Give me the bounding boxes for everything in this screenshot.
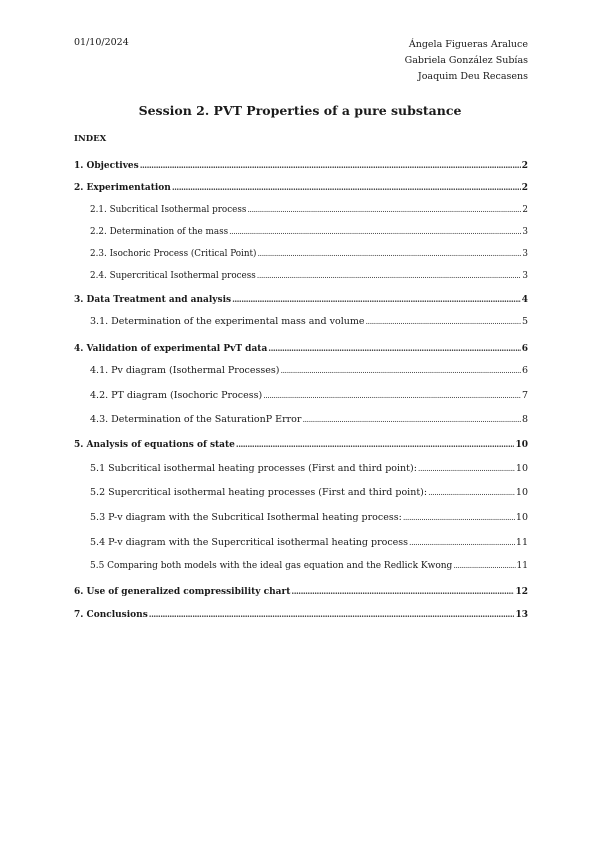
toc-entry-title: 2.2. Determination of the mass xyxy=(90,227,229,237)
toc-entry-4-2[interactable] xyxy=(90,390,528,401)
author-name: Gabriela González Subías xyxy=(404,55,528,66)
toc-entry-2-3[interactable] xyxy=(90,249,528,259)
toc-entry-page: 2 xyxy=(521,161,528,171)
toc-leader-dots xyxy=(291,586,514,596)
header-authors xyxy=(405,37,528,85)
toc-entry-page: 3 xyxy=(522,249,528,259)
toc-entry-validation[interactable] xyxy=(74,343,528,354)
toc-entry-page: 11 xyxy=(515,537,528,548)
toc-entry-5-2[interactable] xyxy=(90,487,528,498)
toc-leader-dots xyxy=(409,538,515,547)
toc-entry-page: 11 xyxy=(516,561,528,571)
toc-entry-2-4[interactable] xyxy=(90,271,528,281)
toc-leader-dots xyxy=(263,391,521,400)
toc-entry-title: 5.1 Subcritical isothermal heating processes (First and third point): xyxy=(90,463,417,474)
toc-entry-title: 4. Validation of experimental PvT data xyxy=(74,344,268,354)
toc-entry-page: 10 xyxy=(515,463,528,474)
toc-entry-page: 2 xyxy=(521,183,528,193)
header-date: 01/10/2024 xyxy=(74,37,129,48)
toc-leader-dots xyxy=(268,343,520,353)
toc-entry-title: 6. Use of generalized compressibility chart xyxy=(74,587,291,597)
toc-entry-experimentation[interactable] xyxy=(74,182,528,193)
toc-entry-title: 5.2 Supercritical isothermal heating processes (First and third point): xyxy=(90,487,428,498)
toc-leader-dots xyxy=(140,160,521,170)
toc-leader-dots xyxy=(302,415,521,424)
toc-leader-dots xyxy=(257,271,522,280)
toc-entry-title: 4.2. PT diagram (Isochoric Process) xyxy=(90,390,263,401)
toc-leader-dots xyxy=(232,294,521,304)
toc-entry-data-treatment[interactable] xyxy=(74,294,528,305)
toc-entry-page: 3 xyxy=(522,271,528,281)
toc-entry-page: 10 xyxy=(515,440,528,450)
toc-entry-objectives[interactable] xyxy=(74,160,528,171)
toc-entry-page: 5 xyxy=(521,316,528,327)
toc-entry-page: 6 xyxy=(521,344,528,354)
document-title: Session 2. PVT Properties of a pure substance xyxy=(138,103,462,118)
toc-entry-page: 7 xyxy=(521,390,528,401)
toc-entry-page: 10 xyxy=(515,487,528,498)
toc-entry-page: 6 xyxy=(521,365,528,376)
toc-entry-4-1[interactable] xyxy=(90,365,528,376)
toc-entry-4-3[interactable] xyxy=(90,414,528,425)
toc-entry-title: 3. Data Treatment and analysis xyxy=(74,295,232,305)
toc-entry-title: 2.3. Isochoric Process (Critical Point) xyxy=(90,249,257,259)
toc-entry-5-1[interactable] xyxy=(90,463,528,474)
toc-entry-page: 2 xyxy=(522,205,528,215)
toc-entry-title: 2.4. Supercritical Isothermal process xyxy=(90,271,256,281)
toc-entry-page: 10 xyxy=(515,512,528,523)
toc-entry-title: 4.3. Determination of the SaturationP Error xyxy=(90,414,302,425)
toc-leader-dots xyxy=(280,366,520,375)
toc-entry-5-3[interactable] xyxy=(90,512,528,523)
author-name: Joaquim Deu Recasens xyxy=(417,71,528,82)
toc-entry-title: 7. Conclusions xyxy=(74,610,148,620)
toc-entry-equations-of-state[interactable] xyxy=(74,439,528,450)
toc-leader-dots xyxy=(149,609,515,619)
toc-leader-dots xyxy=(247,205,521,214)
toc-entry-title: 5.5 Comparing both models with the ideal gas equation and the Redlick Kwong xyxy=(90,561,453,571)
toc-leader-dots xyxy=(453,561,515,570)
toc-entry-page: 3 xyxy=(522,227,528,237)
toc-entry-title: 3.1. Determination of the experimental mass and volume xyxy=(90,316,365,327)
toc-leader-dots xyxy=(236,439,515,449)
author-name: Ángela Figueras Araluce xyxy=(408,39,528,50)
toc-leader-dots xyxy=(403,513,515,522)
toc-entry-5-4[interactable] xyxy=(90,537,528,548)
toc-leader-dots xyxy=(229,227,521,236)
toc-entry-3-1[interactable] xyxy=(90,316,528,327)
toc-entry-5-5[interactable] xyxy=(90,561,528,571)
toc-entry-title: 4.1. Pv diagram (Isothermal Processes) xyxy=(90,365,280,376)
toc-entry-title: 5. Analysis of equations of state xyxy=(74,440,235,450)
toc-entry-page: 12 xyxy=(515,587,528,597)
toc-entry-compressibility-chart[interactable] xyxy=(74,586,528,597)
toc-leader-dots xyxy=(418,464,515,473)
toc-entry-page: 4 xyxy=(521,295,528,305)
toc-entry-title: 5.3 P-v diagram with the Subcritical Isothermal heating process: xyxy=(90,512,402,523)
toc-leader-dots xyxy=(172,182,521,192)
toc-leader-dots xyxy=(258,249,522,258)
toc-leader-dots xyxy=(366,317,521,326)
toc-leader-dots xyxy=(428,488,515,497)
toc-entry-title: 1. Objectives xyxy=(74,161,139,171)
toc-entry-conclusions[interactable] xyxy=(74,609,528,620)
toc-entry-2-2[interactable] xyxy=(90,227,528,237)
toc-entry-2-1[interactable] xyxy=(90,205,528,215)
index-heading: INDEX xyxy=(74,134,107,144)
toc-entry-title: 5.4 P-v diagram with the Supercritical isothermal heating process xyxy=(90,537,409,548)
toc-entry-page: 8 xyxy=(521,414,528,425)
toc-entry-title: 2.1. Subcritical Isothermal process xyxy=(90,205,247,215)
toc-entry-page: 13 xyxy=(515,610,528,620)
toc-entry-title: 2. Experimentation xyxy=(74,183,171,193)
